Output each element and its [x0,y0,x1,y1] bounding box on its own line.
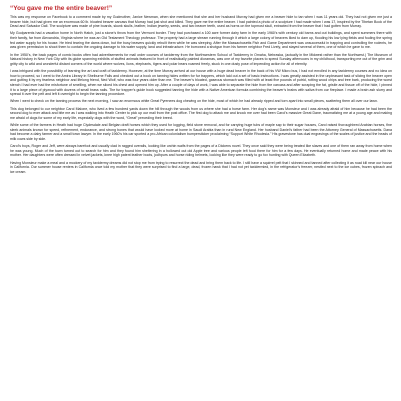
paragraph: Having Monsieur make a meal and a mockery of my taxidermy dreams did not stop me from trying to resurrect the dead and bring them back to life. I still have a squirrel pelt that I skinned and tanned after collecting it as road kill near our house in California. Our summer house renters in California once told my mother that they were surprised to find a large, dead, frozen hawk that I had not yet taxidermied, in the refrigerator’s freezer, nestled next to the ice cubes, frozen spinach and ice cream. [10,160,392,174]
paragraph: While some of the farmers in Heath had huge Clydesdale and Belgian draft horses which they used for logging, field stone removal, and for carrying huge tubs of maple sap to their sugar houses, Carol raised thoroughbred Arabian horses, fine sleek animals known for speed, refinement, endurance, and strong bones that would have looked more at home in Saudi Arabia than in rural New England. Her husband Daniel’s father had been the Attorney General of Massachusetts. Dana had become a dairy farmer and a small town lawyer. In the early 1960’s his car sported a pro-African colonialism bumpersticker proclaiming “Support White Rhodesia.” His gravestone has dual engravings of the scales of justice and the heads of milk cows side by side. [10,123,392,141]
paragraph: In the 1950’s, the back pages of comic books often had advertisements for mail order courses of taxidermy from the Northwestern School of Taxidermy in Omaha, Nebraska, (actually in the Midwest rather than the Northwest.) The Museum of Natural history in New York City with its globe spanning exhibits of stuffed animals featured in front of realistically painted dioramas, was one of my favorite places to spend Sunday afternoons in my childhood, transporting me out of the grim and gritty city to wild and wonderful distant corners of the world where wolves, lions, elephants, tigers and polar bears roamed freely, stuck in one dusty pose of impending action for all of eternity. [10,52,392,66]
paragraph: This was my response on Facebook to a comment made by my Godmother, Janice Newman, when she mentioned that she and her husband Murray had given me a beaver hide to tan when I was 11 years old. They had not given me just a beaver hide, but had given me an enormous 60 lb. bloated beaver carcass that Murray had just shot and killed. They gave me the entire beaver. I had painted a photo of a sculpture I had made when I was 17, inspired by the Tibetan Book of the Dead and Salvador Dali. The sculpture was made of pine boards, skunk skulls, leather, Indian jewelry, seeds, and two beaver teeth, used as horns on the topmost skull, extracted from the beaver that I had gotten from Murray. [10,15,392,29]
document-page [10,4,392,177]
paragraph: This dog belonged to our neighbor Carol Malone, who lived a few hundred yards down the hill through the woods from us where she had a horse farm. Her dog’s name was Monsieur and I was already afraid of him because he had been the second dog to ever attack and bite me as I was walking into Heath Center to pick up our mail from the post office. The first dog to attack me and knock me over had been Carol’s massive Great Dane, traumatizing me at a young age and making me afraid of dogs for some of my early life, especially dogs with the word, “Great” preceding their breed. [10,106,392,120]
paragraph: My Godparents had a vacation home in North Hatch, just a stone’s throw from the Vermont border. They had purchased a 100 acre former dairy farm in the early 1960’s with century old barns and out buildings, and spent summers there with their family, far from Alexandria, Virginia where he was an Old Testament Theology professor. The property had a large stream running through it which a large colony of beavers liked to dam up, flooding his low lying fields and fouling the spring fed water supply for his house. He tried tearing the dams down, but the busy beavers quickly rebuilt them while he was sleeping. After the Massachusetts Fish and Game Department was unsuccessful in trapping and controlling the rodents, he was given permission to shoot them to contain the ongoing damage to his water supply, land and infrastructure. He borrowed a shotgun from his farmer neighbor Fred Lively, and stayed several of them, one of which he gave to me. [10,31,392,50]
paragraph: When I went to check on the tanning process the next morning, I saw an enormous white Great Pyrenees dog chewing on the hide, most of which he had already ripped and torn apart into small pieces, scattering them all over our lawn. [10,99,378,104]
paragraph: I was intrigued with the possibility of learning the art and craft of taxidermy. However, at the time Murray arrived at our house with a huge dead beaver in the back of his VW Micro bus, I had not enrolled in any taxidermy courses and no idea on how to proceed, so I went to the Amira Library in Shelburne Falls and checked out a book on tanning hides written for fur trappers, which laid out a set of basic instructions. I was greatly assisted in the unpleasant task of slicing the beaver open and gutting it by my fearless neighbor and lifelong friend, Ned Wolf, who was four years older than me. The beaver’s bloated, gaseous stomach was filled with at least five pounds of putrid, rotting wood chips and tree bark, producing the worst stench I had ever had the misfortune of smelling, when we sliced his chest and opened him up. After a couple of days of work, I was able to separate the hide from the carcass and after scraping the fat, gristle and tissue off of the hide, I pinned it to a large piece of plywood with dozens of small brass nails. The fur trapper’s guide book suggested tanning the hide with a Native American formula combining the beaver’s brains with saliva from our fireplace. I made a brain ash slurry and spread it over the pelt and left it overnight to begin the tanning procedure. [10,69,392,97]
paragraph: Carol’s boys, Roger and Jeff, were always barefoot and usually clad in ragged overalls, looking like urchin waifs from the pages of a Dickens novel. They once said they were being treated like slaves and one of them ran away from home when he was young. Much of the town turned out to search for him and they found him sheltering in a hollowed out old Apple tree and various people left food there for him for a few days. He eventually returned home and made peace with his mother. Her daughters were often dressed in velvet jackets, knee high patent leather boots, jodhpurs and horse riding helmets, looking like they were ready to go fox hunting with Queen Elizabeth. [10,144,392,158]
document-title: “You gave me the entire beaver!” [10,5,113,12]
